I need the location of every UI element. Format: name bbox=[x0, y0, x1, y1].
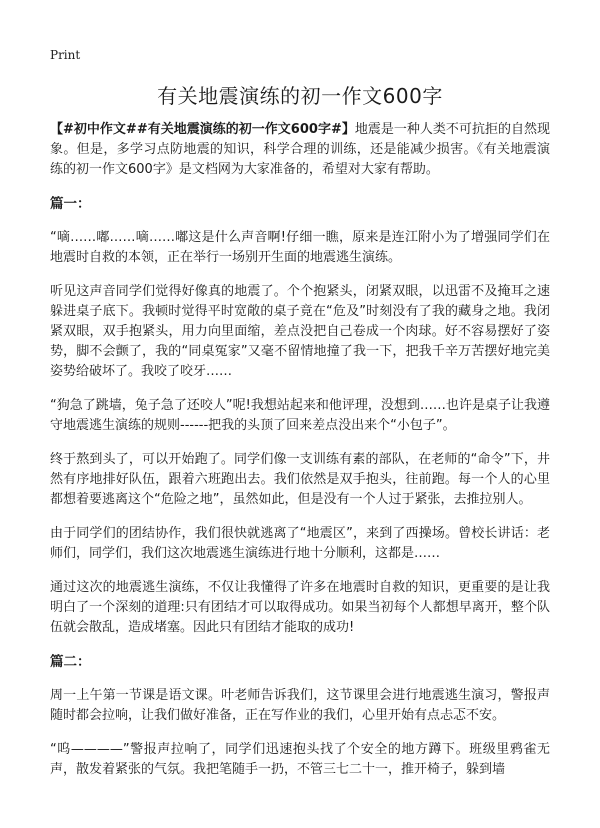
intro-paragraph bbox=[50, 120, 550, 180]
section-heading-2: 篇二： bbox=[50, 654, 91, 670]
intro-text: 地震是一种人类不可抗拒的自然现象。但是，多学习点防地震的知识，科学合理的训练，还是能减少损害。《有关地震演练的初一作文600字》是文档网为大家准备的，希望对大家有帮助。 bbox=[50, 122, 550, 177]
print-link[interactable]: Print bbox=[50, 48, 81, 62]
paragraph: 周一上午第一节课是语文课。叶老师告诉我们，这节课里会进行地震逃生演习，警报声随时都会拉响，让我们做好准备，正在写作业的我们，心里开始有点忐忑不安。 bbox=[50, 688, 550, 723]
paragraph: 听见这声音同学们觉得好像真的地震了。个个抱紧头，闭紧双眼，以迅雷不及掩耳之速躲进桌子底下。我顿时觉得平时宽敞的桌子竟在“危及”时刻没有了我的藏身之地。我闭紧双眼，双手抱紧头，用力向里面缩，差点没把自己卷成一个肉球。好不容易摆好了姿势，脚不会颤了，我的“同桌冤家”又毫不留情地撞了我一下，把我千辛万苦摆好地完美姿势给破坏了。我咬了咬牙…… bbox=[50, 284, 550, 379]
paragraph: 由于同学们的团结协作，我们很快就逃离了“地震区”，来到了西操场。曾校长讲话：老师们，同学们，我们这次地震逃生演练进行地十分顺利，这都是…… bbox=[50, 526, 550, 561]
paragraph: “嘀……嘟……嘀……嘟这是什么声音啊!仔细一瞧，原来是连江附小为了增强同学们在地震时自救的本领，正在举行一场别开生面的地震逃生演练。 bbox=[50, 230, 550, 265]
article-title: 有关地震演练的初一作文600字 bbox=[157, 84, 443, 108]
article-body bbox=[50, 120, 550, 794]
paragraph: “呜————”警报声拉响了，同学们迅速抱头找了个安全的地方蹲下。班级里鸦雀无声，散发着紧张的气氛。我把笔随手一扔，不管三七二十一，推开椅子，躲到墙 bbox=[50, 742, 550, 777]
intro-tag: 【#初中作文##有关地震演练的初一作文600字#】 bbox=[50, 122, 355, 137]
paragraph: 终于熬到头了，可以开始跑了。同学们像一支训练有素的部队，在老师的“命令”下，井然有序地排好队伍，跟着六班跑出去。我们依然是双手抱头，往前跑。每一个人的心里都想着要逃离这个“危险之地”，虽然如此，但是没有一个人过于紧张，去推拉别人。 bbox=[50, 452, 550, 507]
paragraph: “狗急了跳墙，兔子急了还咬人”呢!我想站起来和他评理，没想到……也许是桌子让我遵守地震逃生演练的规则------把我的头顶了回来差点没出来个“小包子”。 bbox=[50, 398, 550, 433]
section-heading-1: 篇一： bbox=[50, 196, 91, 212]
paragraph: 通过这次的地震逃生演练，不仅让我懂得了许多在地震时自救的知识，更重要的是让我明白了一个深刻的道理:只有团结才可以取得成功。如果当初每个人都想早离开，整个队伍就会散乱，造成堵塞。因此只有团结才能取的成功! bbox=[50, 580, 550, 635]
